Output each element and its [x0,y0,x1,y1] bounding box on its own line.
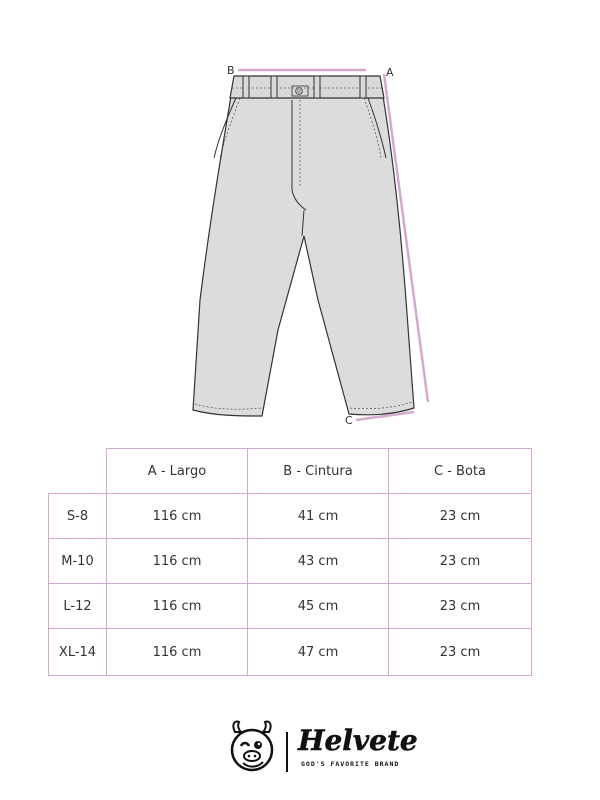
measure-label-b: B [227,64,235,77]
table-cell: 116 cm [106,493,248,539]
measure-label-c: C [345,414,353,427]
table-cell: 23 cm [388,628,532,676]
size-label: L-12 [48,583,107,629]
table-cell: 116 cm [106,583,248,629]
button-icon [296,88,303,95]
header-cintura: B - Cintura [247,448,389,494]
table-cell: 41 cm [247,493,389,539]
brand-divider [286,732,288,772]
size-label: S-8 [48,493,107,539]
table-cell: 45 cm [247,583,389,629]
devil-mascot-icon [225,718,285,778]
brand-footer [0,718,600,778]
table-cell: 43 cm [247,538,389,584]
header-largo: A - Largo [106,448,248,494]
table-cell: 23 cm [388,583,532,629]
table-cell: 116 cm [106,628,248,676]
table-cell: 116 cm [106,538,248,584]
header-bota: C - Bota [388,448,532,494]
size-label: XL-14 [48,628,107,676]
brand-logo-text: Helvete [298,724,418,757]
table-cell: 23 cm [388,538,532,584]
table-cell: 47 cm [247,628,389,676]
size-chart-table [48,448,532,676]
table-cell: 23 cm [388,493,532,539]
measure-label-a: A [386,66,394,79]
size-label: M-10 [48,538,107,584]
brand-tagline: GOD'S FAVORITE BRAND [301,760,400,768]
